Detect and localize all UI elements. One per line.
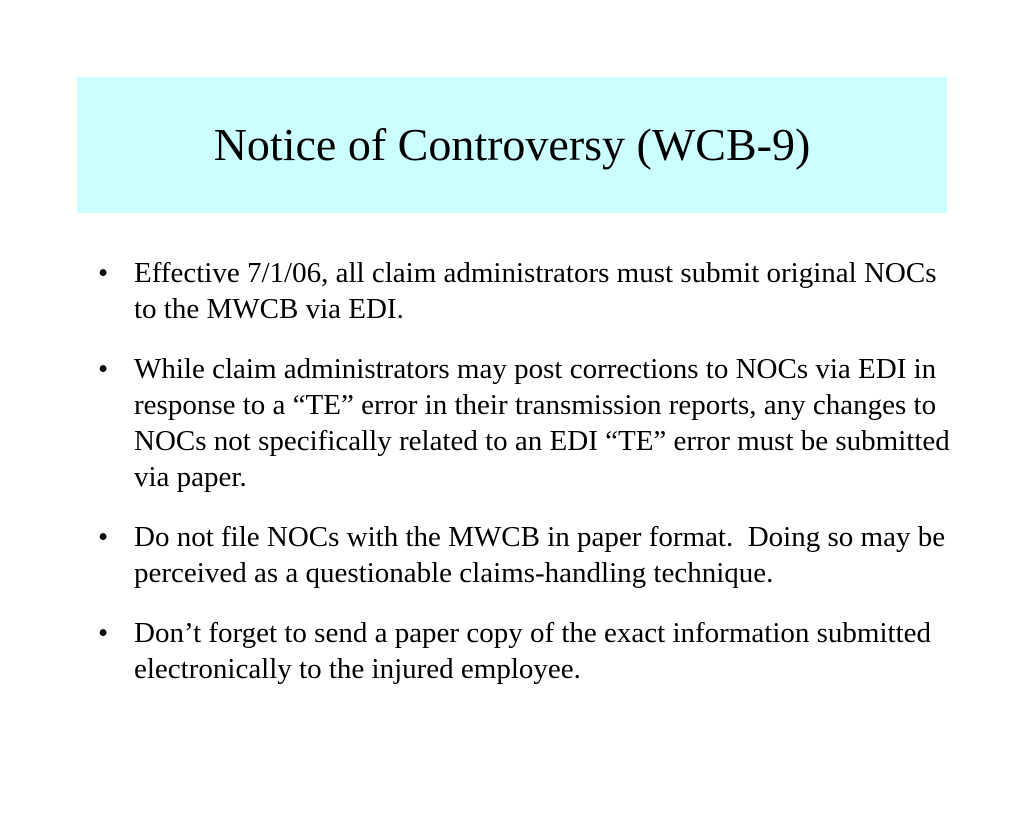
bullet-item [96,615,956,687]
bullet-dot-icon: • [98,521,109,553]
bullet-text: Do not file NOCs with the MWCB in paper format. Doing so may be perceived as a questionable claims-handling technique. [134,521,946,589]
title-banner [77,77,947,213]
slide-title: Notice of Controversy (WCB-9) [213,119,811,170]
bullet-dot-icon: • [98,257,109,289]
bullet-dot-icon: • [98,353,109,385]
bullet-list [96,255,956,711]
bullet-dot-icon: • [98,617,109,649]
bullet-item [96,519,956,591]
bullet-text: Effective 7/1/06, all claim administrators must submit original NOCs to the MWCB via EDI. [134,257,937,325]
bullet-item [96,351,956,495]
bullet-text: Don’t forget to send a paper copy of the exact information submitted electronically to the injured employee. [134,617,932,685]
bullet-text: While claim administrators may post corrections to NOCs via EDI in response to a “TE” error in their transmission reports, any changes to NOCs not specifically related to an EDI “TE” error must be submitted via paper. [134,353,950,493]
bullet-item [96,255,956,327]
